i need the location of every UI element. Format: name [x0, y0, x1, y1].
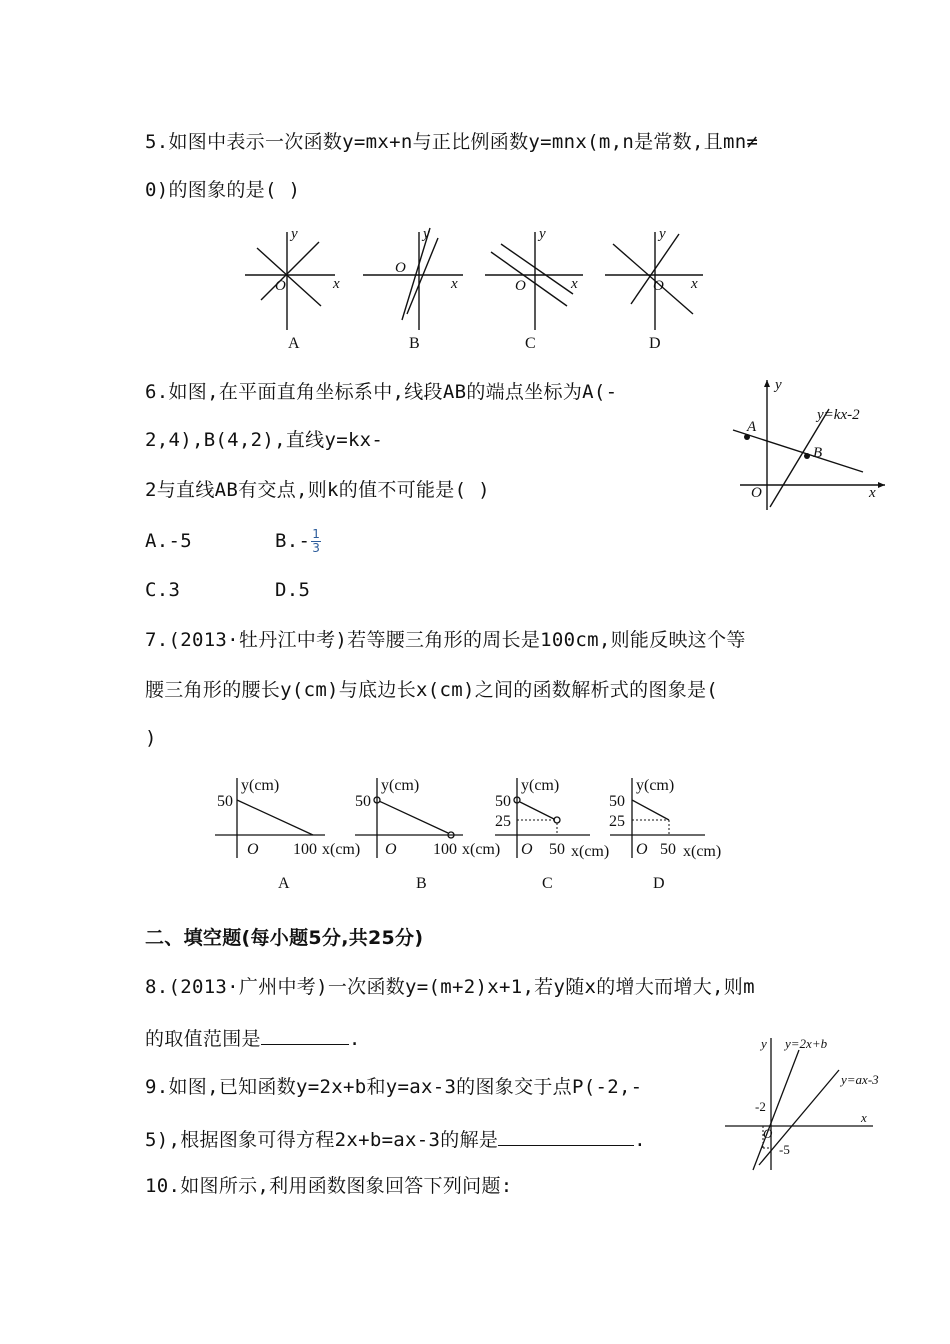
q5-figures	[235, 220, 715, 360]
q7-c-y50: 50	[495, 793, 511, 810]
q9-y-label: y	[761, 1036, 767, 1051]
q7-a-y-label: y(cm)	[241, 777, 280, 794]
q7-d-x50: 50	[660, 841, 676, 858]
q8-line2-suffix: .	[348, 1028, 361, 1050]
q5-a-x-label: x	[333, 276, 340, 292]
q7-label-c: C	[542, 875, 553, 892]
q6-fraction-denominator: 3	[312, 541, 321, 555]
q7-c-x50: 50	[549, 841, 565, 858]
q9-tick-x: -2	[755, 1099, 766, 1114]
q7-label-d: D	[653, 875, 665, 892]
q6-line-label: y=kx-2	[817, 407, 860, 423]
q7-a-y50: 50	[217, 793, 233, 810]
q5-d-y-label: y	[659, 226, 666, 242]
q5-c-y-label: y	[539, 226, 546, 242]
q8-line2-prefix: 的取值范围是	[145, 1028, 261, 1050]
q5-b-y-label: y	[423, 226, 430, 242]
q7-d-origin: O	[636, 841, 648, 858]
q5-a-origin: O	[275, 278, 286, 294]
q6-text-line3: 2与直线AB有交点,则k的值不可能是( )	[145, 479, 490, 501]
q7-b-origin: O	[385, 841, 397, 858]
q7-text-line2: 腰三角形的腰长y(cm)与底边长x(cm)之间的函数解析式的图象是(	[145, 679, 719, 701]
q5-a-y-label: y	[291, 226, 298, 242]
q8-text-line1: 8.(2013·广州中考)一次函数y=(m+2)x+1,若y随x的增大而增大,则m	[145, 976, 755, 998]
q7-a-origin: O	[247, 841, 259, 858]
q7-b-x-label: x(cm)	[462, 841, 501, 858]
q9-line2-prefix: 5),根据图象可得方程2x+b=ax-3的解是	[145, 1129, 499, 1151]
q7-d-y-label: y(cm)	[636, 777, 675, 794]
q5-b-x-label: x	[451, 276, 458, 292]
q7-c-y-label: y(cm)	[521, 777, 560, 794]
q9-tick-y: -5	[779, 1142, 790, 1157]
q7-d-x-label: x(cm)	[683, 843, 722, 860]
q7-d-y50: 50	[609, 793, 625, 810]
q6-option-a: A.-5	[145, 530, 192, 552]
q9-line1-label: y=2x+b	[785, 1036, 828, 1051]
q6-option-d: D.5	[275, 579, 311, 601]
q6-y-label: y	[775, 377, 782, 393]
q6-option-c: C.3	[145, 579, 181, 601]
q8-text-line2	[145, 1022, 361, 1053]
q6-fraction-numerator: 1	[312, 527, 321, 541]
q6-option-b-fraction	[311, 528, 321, 555]
q7-c-x-label: x(cm)	[571, 843, 610, 860]
q6-point-a-label: A	[747, 419, 757, 435]
q6-text-line2: 2,4),B(4,2),直线y=kx-	[145, 429, 384, 451]
q9-line2-suffix: .	[634, 1129, 646, 1151]
q6-point-b-label: B	[813, 445, 823, 461]
q5-label-c: C	[525, 335, 536, 352]
q10-text-line1: 10.如图所示,利用函数图象回答下列问题:	[145, 1175, 513, 1197]
q6-figure	[725, 375, 895, 515]
q8-answer-blank[interactable]	[261, 1022, 349, 1045]
q7-b-y50: 50	[355, 793, 371, 810]
q7-label-b: B	[416, 875, 427, 892]
q5-c-origin: O	[515, 278, 526, 294]
q9-answer-blank[interactable]	[498, 1123, 634, 1146]
q7-figures	[205, 770, 735, 900]
q5-d-x-label: x	[691, 276, 698, 292]
q9-text-line1: 9.如图,已知函数y=2x+b和y=ax-3的图象交于点P(-2,-	[145, 1076, 643, 1098]
q7-b-y-label: y(cm)	[381, 777, 420, 794]
q7-c-origin: O	[521, 841, 533, 858]
q7-text-line1: 7.(2013·牡丹江中考)若等腰三角形的周长是100cm,则能反映这个等	[145, 629, 746, 651]
q5-c-x-label: x	[571, 276, 578, 292]
q9-line2-label: y=ax-3	[841, 1072, 879, 1087]
q5-text-line1: 5.如图中表示一次函数y=mx+n与正比例函数y=mnx(m,n是常数,且mn≠	[145, 131, 759, 153]
section2-title: 二、填空题(每小题5分,共25分)	[145, 927, 424, 949]
q5-d-origin: O	[653, 278, 664, 294]
q5-label-b: B	[409, 335, 420, 352]
q9-origin: O	[763, 1126, 773, 1141]
q5-label-a: A	[288, 335, 300, 352]
q9-x-label: x	[861, 1110, 867, 1125]
q7-d-y25: 25	[609, 813, 625, 830]
q5-b-origin: O	[395, 260, 406, 276]
q9-text-line2	[145, 1123, 646, 1154]
q6-origin: O	[751, 485, 762, 501]
q7-b-x100: 100	[433, 841, 457, 858]
q7-text-line3: )	[145, 727, 157, 749]
q5-text-line2: 0)的图象的是( )	[145, 179, 301, 201]
q7-label-a: A	[278, 875, 290, 892]
q7-a-x100: 100	[293, 841, 317, 858]
q7-a-x-label: x(cm)	[322, 841, 361, 858]
q7-c-y25: 25	[495, 813, 511, 830]
q9-figure	[715, 1030, 895, 1175]
q6-text-line1: 6.如图,在平面直角坐标系中,线段AB的端点坐标为A(-	[145, 381, 618, 403]
q5-label-d: D	[649, 335, 661, 352]
q6-option-b-prefix: B.-	[275, 530, 311, 552]
q6-x-label: x	[869, 485, 876, 501]
q6-option-b	[275, 527, 321, 555]
